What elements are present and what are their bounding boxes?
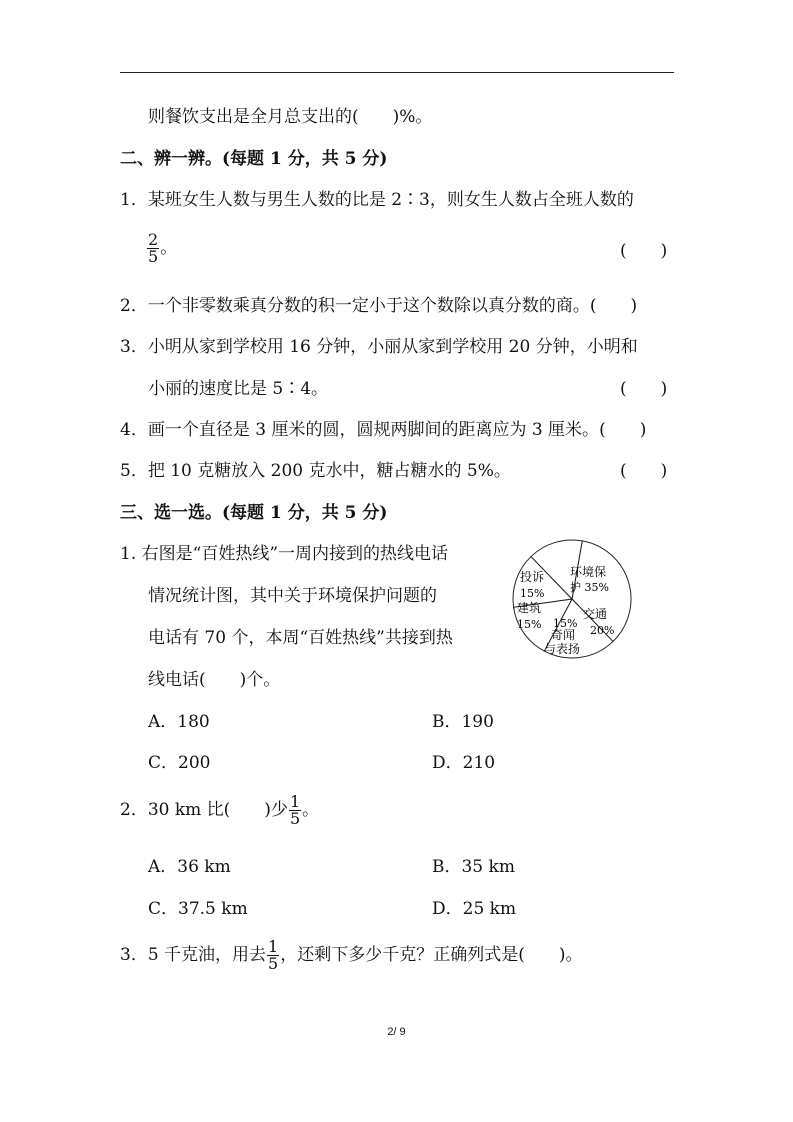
judge-q2-answer[interactable]: ( ): [589, 296, 638, 316]
judge-q2-line: 2．一个非零数乘真分数的积一定小于这个数除以真分数的商。( ): [120, 296, 638, 316]
judge-q1-answer[interactable]: ( ): [620, 241, 668, 261]
pie-pct-traffic: 20%: [590, 624, 615, 637]
pie-pct-complaint: 15%: [520, 587, 545, 600]
judge-q3-line2: 小丽的速度比是 5∶4。: [148, 379, 329, 399]
section-2-heading: 二、辨一辨。(每题 1 分，共 5 分): [120, 149, 388, 169]
judge-q4-answer[interactable]: ( ): [599, 420, 647, 440]
pie-label-news-a: 奇闻: [551, 628, 576, 642]
choice-q2-option-d[interactable]: D．25 km: [432, 899, 517, 919]
choice-q2-option-a[interactable]: A．36 km: [148, 857, 231, 877]
choice-q1-option-d[interactable]: D．210: [432, 753, 496, 773]
choice-q1-line2: 情况统计图，其中关于环境保护问题的: [148, 586, 437, 606]
choice-q1-option-c[interactable]: C．200: [148, 753, 211, 773]
pie-pct-news: 15%: [553, 617, 578, 630]
pie-label-build: 建筑: [517, 601, 542, 615]
pie-label-env-a: 环境保: [570, 565, 607, 579]
pie-pct-build: 15%: [517, 618, 542, 631]
judge-q3-answer[interactable]: ( ): [620, 379, 668, 399]
choice-q1-option-b[interactable]: B．190: [432, 712, 494, 732]
fraction-two-fifths: $\frac{2}{5}$: [148, 230, 159, 266]
section-3-heading: 三、选一选。(每题 1 分，共 5 分): [120, 503, 388, 523]
judge-q1-line2: $\frac{2}{5}$ 。: [148, 230, 178, 266]
judge-q5-line: 5．把 10 克糖放入 200 克水中，糖占糖水的 5%。: [120, 461, 511, 481]
pie-label-env-b: 护 35%: [570, 581, 609, 594]
judge-q3-line1: 3．小明从家到学校用 16 分钟，小丽从家到学校用 20 分钟，小明和: [120, 337, 638, 357]
judge-q1-line1: 1．某班女生人数与男生人数的比是 2∶3，则女生人数占全班人数的: [120, 190, 634, 210]
judge-q4-line: 4．画一个直径是 3 厘米的圆，圆规两脚间的距离应为 3 厘米。( ): [120, 420, 647, 440]
judge-q5-answer[interactable]: ( ): [620, 461, 668, 481]
page-number: 2/ 9: [387, 1026, 406, 1038]
fraction-one-fifth-2: $\frac{1}{5}$: [268, 937, 279, 973]
choice-q2-option-c[interactable]: C．37.5 km: [148, 899, 248, 919]
pie-label-traffic: 交通: [583, 607, 608, 621]
header-rule: [120, 72, 674, 73]
choice-q3-stem: 3．5 千克油，用去 $\frac{1}{5}$ ，还剩下多少千克？正确列式是( )。: [120, 937, 583, 973]
choice-q1-option-a[interactable]: A．180: [148, 712, 210, 732]
continued-question-line: 则餐饮支出是全月总支出的( )%。: [148, 107, 433, 127]
choice-q1-line3: 电话有 70 个，本周“百姓热线”共接到热: [148, 628, 453, 648]
hotline-pie-chart: [508, 536, 636, 662]
choice-q1-line1: 1. 右图是“百姓热线”一周内接到的热线电话: [120, 544, 449, 564]
choice-q2-stem: 2．30 km 比( )少 $\frac{1}{5}$ 。: [120, 792, 320, 828]
pie-label-news-b: 与表扬: [544, 642, 581, 656]
fraction-one-fifth: $\frac{1}{5}$: [289, 792, 301, 828]
choice-q1-line4: 线电话( )个。: [148, 670, 281, 690]
pie-label-complaint: 投诉: [520, 570, 545, 584]
choice-q2-option-b[interactable]: B．35 km: [432, 857, 515, 877]
